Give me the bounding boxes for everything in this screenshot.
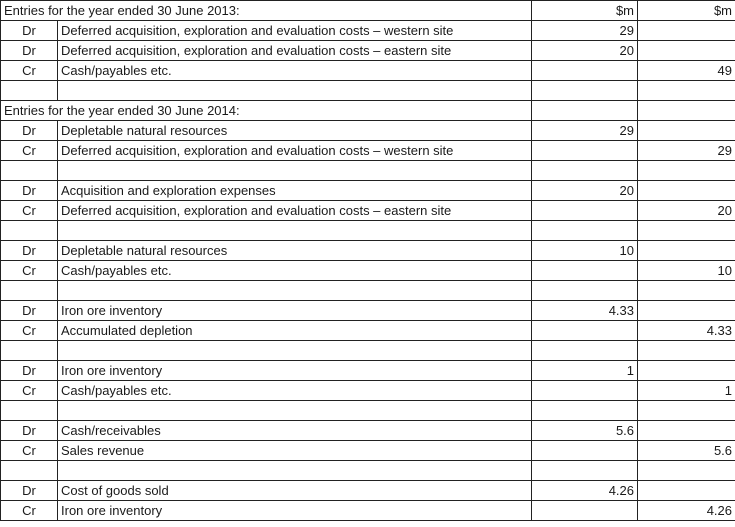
debit-column-header: $m bbox=[532, 1, 638, 21]
empty-cell bbox=[532, 341, 638, 361]
entry-code: Cr bbox=[1, 261, 58, 281]
entry-debit bbox=[532, 381, 638, 401]
entry-account: Acquisition and exploration expenses bbox=[58, 181, 532, 201]
journal-entry-row bbox=[1, 241, 735, 261]
entry-credit: 20 bbox=[638, 201, 735, 221]
entry-credit bbox=[638, 41, 735, 61]
entry-credit bbox=[638, 421, 735, 441]
journal-entry-row bbox=[1, 361, 735, 381]
entry-debit bbox=[532, 141, 638, 161]
journal-entry-row bbox=[1, 41, 735, 61]
empty-cell bbox=[638, 101, 735, 121]
empty-cell bbox=[638, 281, 735, 301]
journal-entry-row bbox=[1, 21, 735, 41]
entry-credit bbox=[638, 181, 735, 201]
blank-row bbox=[1, 161, 735, 181]
section-heading-row bbox=[1, 101, 735, 121]
blank-row bbox=[1, 461, 735, 481]
entry-debit: 29 bbox=[532, 21, 638, 41]
empty-cell bbox=[638, 221, 735, 241]
empty-cell bbox=[1, 161, 58, 181]
entry-code: Dr bbox=[1, 241, 58, 261]
empty-cell bbox=[1, 401, 58, 421]
empty-cell bbox=[532, 461, 638, 481]
journal-entry-row bbox=[1, 421, 735, 441]
blank-row bbox=[1, 341, 735, 361]
entry-code: Cr bbox=[1, 141, 58, 161]
entry-credit bbox=[638, 361, 735, 381]
entry-credit: 49 bbox=[638, 61, 735, 81]
entry-debit: 5.6 bbox=[532, 421, 638, 441]
entry-credit: 10 bbox=[638, 261, 735, 281]
journal-entry-row bbox=[1, 481, 735, 501]
entry-debit bbox=[532, 501, 638, 521]
journal-entry-row bbox=[1, 181, 735, 201]
empty-cell bbox=[58, 461, 532, 481]
entry-code: Dr bbox=[1, 41, 58, 61]
entry-code: Dr bbox=[1, 481, 58, 501]
empty-cell bbox=[638, 161, 735, 181]
empty-cell bbox=[1, 281, 58, 301]
journal-entry-row bbox=[1, 141, 735, 161]
entry-code: Cr bbox=[1, 381, 58, 401]
entry-debit bbox=[532, 201, 638, 221]
entry-credit bbox=[638, 121, 735, 141]
entry-credit bbox=[638, 241, 735, 261]
entry-account: Deferred acquisition, exploration and evaluation costs – eastern site bbox=[58, 201, 532, 221]
blank-row bbox=[1, 401, 735, 421]
empty-cell bbox=[638, 341, 735, 361]
empty-cell bbox=[1, 341, 58, 361]
empty-cell bbox=[1, 81, 58, 101]
entry-credit bbox=[638, 301, 735, 321]
credit-column-header: $m bbox=[638, 1, 735, 21]
entry-credit: 4.26 bbox=[638, 501, 735, 521]
journal-entry-row bbox=[1, 381, 735, 401]
entry-code: Cr bbox=[1, 201, 58, 221]
entry-credit: 5.6 bbox=[638, 441, 735, 461]
blank-row bbox=[1, 81, 735, 101]
empty-cell bbox=[58, 401, 532, 421]
journal-body bbox=[1, 1, 735, 521]
entry-code: Dr bbox=[1, 301, 58, 321]
entry-code: Dr bbox=[1, 361, 58, 381]
entry-debit: 20 bbox=[532, 181, 638, 201]
journal-entry-row bbox=[1, 301, 735, 321]
entry-code: Cr bbox=[1, 441, 58, 461]
empty-cell bbox=[638, 461, 735, 481]
empty-cell bbox=[58, 281, 532, 301]
entry-account: Deferred acquisition, exploration and evaluation costs – western site bbox=[58, 21, 532, 41]
journal-entry-row bbox=[1, 321, 735, 341]
entry-code: Cr bbox=[1, 501, 58, 521]
blank-row bbox=[1, 221, 735, 241]
empty-cell bbox=[532, 101, 638, 121]
empty-cell bbox=[532, 221, 638, 241]
empty-cell bbox=[532, 281, 638, 301]
empty-cell bbox=[638, 401, 735, 421]
entry-account: Iron ore inventory bbox=[58, 361, 532, 381]
empty-cell bbox=[1, 461, 58, 481]
entry-debit: 4.33 bbox=[532, 301, 638, 321]
entry-code: Cr bbox=[1, 321, 58, 341]
entry-credit: 1 bbox=[638, 381, 735, 401]
journal-entry-row bbox=[1, 501, 735, 521]
header-row bbox=[1, 1, 735, 21]
entry-account: Iron ore inventory bbox=[58, 501, 532, 521]
entry-debit bbox=[532, 261, 638, 281]
entry-account: Deferred acquisition, exploration and evaluation costs – eastern site bbox=[58, 41, 532, 61]
empty-cell bbox=[58, 81, 532, 101]
entry-debit: 4.26 bbox=[532, 481, 638, 501]
journal-entry-row bbox=[1, 201, 735, 221]
empty-cell bbox=[532, 401, 638, 421]
empty-cell bbox=[532, 161, 638, 181]
entry-credit bbox=[638, 21, 735, 41]
entry-debit: 20 bbox=[532, 41, 638, 61]
blank-row bbox=[1, 281, 735, 301]
entry-code: Dr bbox=[1, 421, 58, 441]
entry-account: Cash/payables etc. bbox=[58, 381, 532, 401]
entry-code: Cr bbox=[1, 61, 58, 81]
empty-cell bbox=[638, 81, 735, 101]
entry-account: Cash/payables etc. bbox=[58, 261, 532, 281]
entry-credit: 29 bbox=[638, 141, 735, 161]
empty-cell bbox=[58, 221, 532, 241]
empty-cell bbox=[532, 81, 638, 101]
entry-account: Depletable natural resources bbox=[58, 121, 532, 141]
entry-code: Dr bbox=[1, 21, 58, 41]
entry-debit: 10 bbox=[532, 241, 638, 261]
journal-entry-row bbox=[1, 61, 735, 81]
entry-account: Cash/receivables bbox=[58, 421, 532, 441]
section-heading: Entries for the year ended 30 June 2014: bbox=[1, 101, 532, 121]
entry-code: Dr bbox=[1, 181, 58, 201]
entry-debit bbox=[532, 61, 638, 81]
entry-debit: 1 bbox=[532, 361, 638, 381]
entry-credit: 4.33 bbox=[638, 321, 735, 341]
entry-debit bbox=[532, 441, 638, 461]
section-heading: Entries for the year ended 30 June 2013: bbox=[1, 1, 532, 21]
entry-account: Iron ore inventory bbox=[58, 301, 532, 321]
entry-code: Dr bbox=[1, 121, 58, 141]
entry-account: Cash/payables etc. bbox=[58, 61, 532, 81]
empty-cell bbox=[1, 221, 58, 241]
journal-entry-row bbox=[1, 441, 735, 461]
entry-debit bbox=[532, 321, 638, 341]
entry-account: Accumulated depletion bbox=[58, 321, 532, 341]
entry-debit: 29 bbox=[532, 121, 638, 141]
entry-credit bbox=[638, 481, 735, 501]
entry-account: Depletable natural resources bbox=[58, 241, 532, 261]
entry-account: Cost of goods sold bbox=[58, 481, 532, 501]
empty-cell bbox=[58, 161, 532, 181]
entry-account: Sales revenue bbox=[58, 441, 532, 461]
empty-cell bbox=[58, 341, 532, 361]
journal-entry-row bbox=[1, 121, 735, 141]
entry-account: Deferred acquisition, exploration and evaluation costs – western site bbox=[58, 141, 532, 161]
journal-entry-row bbox=[1, 261, 735, 281]
